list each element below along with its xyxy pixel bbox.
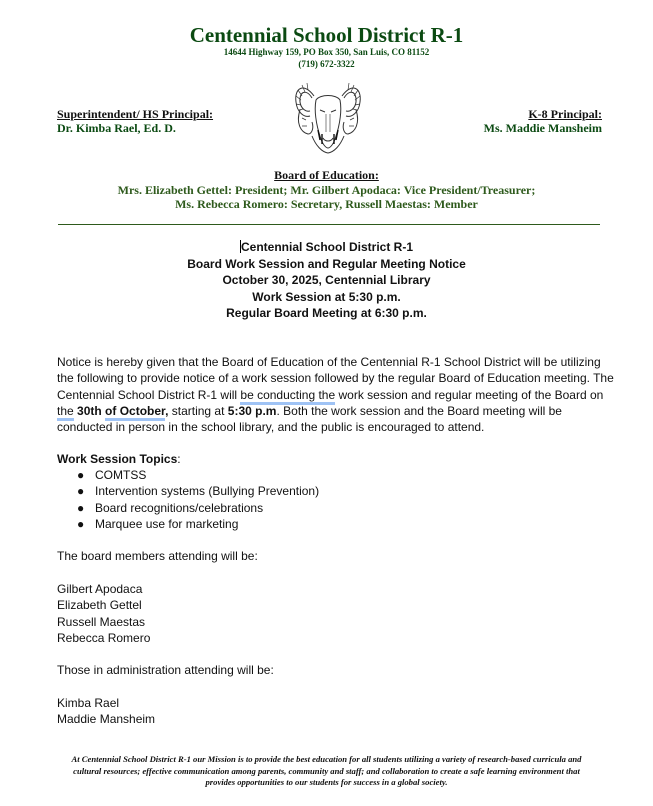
topics-heading: [57, 451, 617, 467]
notice-heading-line-4: Work Session at 5:30 p.m.: [252, 289, 401, 304]
superintendent-name: Dr. Kimba Rael, Ed. D.: [57, 121, 176, 135]
grammar-suggestion-underline[interactable]: be conducting the: [240, 388, 335, 405]
letterhead-divider: [58, 224, 600, 225]
principal-label: K-8 Principal:: [528, 107, 602, 121]
board-attending-intro: The board members attending will be:: [57, 549, 258, 563]
bullet-icon: ●: [77, 484, 85, 499]
district-address: 14644 Highway 159, PO Box 350, San Luis, CO 81152: [223, 47, 430, 57]
list-item: Rebecca Romero: [57, 630, 151, 645]
grammar-suggestion-underline[interactable]: of October: [105, 404, 165, 421]
notice-heading-line-2: Board Work Session and Regular Meeting Notice: [187, 256, 466, 271]
notice-heading-line-5: Regular Board Meeting at 6:30 p.m.: [226, 306, 427, 320]
topics-list: [57, 467, 319, 532]
board-label: Board of Education:: [274, 168, 379, 182]
list-item: [57, 516, 319, 532]
notice-heading: [0, 239, 653, 322]
notice-heading-line-1-text: Centennial School District R-1: [240, 240, 414, 254]
paragraph-text: starting at: [168, 403, 228, 418]
admin-attending-intro: Those in administration attending will be:: [57, 663, 274, 677]
principal-block: [484, 107, 602, 135]
bullet-icon: ●: [77, 516, 85, 531]
district-title: Centennial School District R-1: [189, 23, 464, 47]
meeting-date-bold: 30th: [77, 403, 106, 418]
topic-label: Board recognitions/celebrations: [95, 500, 264, 515]
list-item: Maddie Mansheim: [57, 712, 156, 727]
grammar-suggestion-underline[interactable]: the: [57, 404, 74, 421]
topics-heading-text: Work Session Topics: [57, 452, 178, 466]
bullet-icon: ●: [77, 468, 85, 482]
paragraph-text: work session and regular meeting of the Board on: [335, 387, 604, 402]
notice-heading-line-3: October 30, 2025, Centennial Library: [222, 273, 431, 287]
topics-heading-colon: :: [177, 452, 181, 466]
list-item: Gilbert Apodaca: [57, 582, 143, 596]
superintendent-label: Superintendent/ HS Principal:: [57, 107, 214, 121]
board-attending-list: [57, 581, 617, 646]
list-item: Elizabeth Gettel: [57, 598, 142, 613]
list-item: [57, 483, 319, 499]
board-members-line-2: Ms. Rebecca Romero: Secretary, Russell Maestas: Member: [175, 197, 478, 211]
list-item: Russell Maestas: [57, 614, 146, 629]
bullet-icon: ●: [77, 500, 85, 515]
mission-statement: At Centennial School District R-1 our Mission is to provide the best education for all students utilizing a variety of research-based curricula and cultural resources; effective communication among parents, community and staff; and collaboration to create a safe learning environment that provides opportunities to our students for success in a global society.: [71, 754, 582, 787]
paragraph-text: . Both the work session and the Board meeting will be conducted in person in the school library, and the public is encouraged to attend.: [57, 403, 562, 435]
topic-label: Intervention systems (Bullying Prevention): [95, 484, 320, 499]
principal-name: Ms. Maddie Mansheim: [483, 121, 602, 135]
topic-label: COMTSS: [95, 468, 147, 482]
superintendent-block: [57, 107, 213, 135]
list-item: [57, 500, 319, 516]
paragraph-text: Notice is hereby given that the Board of Education of the Centennial R-1 School District will be utilizing the following to provide notice of a work session followed by the regular Board of Education meeting. The Centennial School District R-1 will: [57, 355, 614, 402]
admin-attending-list: [57, 695, 617, 728]
list-item: [57, 467, 319, 483]
meeting-date-bold: ,: [165, 403, 169, 418]
ram-head-mascot-icon: [292, 74, 364, 154]
district-phone: (719) 672-3322: [298, 59, 355, 69]
notice-heading-line-1[interactable]: [0, 239, 653, 256]
meeting-time-bold: 5:30 p.m: [227, 403, 277, 418]
list-item: Kimba Rael: [57, 696, 120, 710]
board-of-education: [0, 168, 653, 212]
topic-label: Marquee use for marketing: [95, 516, 239, 531]
notice-paragraph: [57, 354, 617, 435]
board-members-line-1: Mrs. Elizabeth Gettel: President; Mr. Gilbert Apodaca: Vice President/Treasurer;: [117, 182, 536, 197]
